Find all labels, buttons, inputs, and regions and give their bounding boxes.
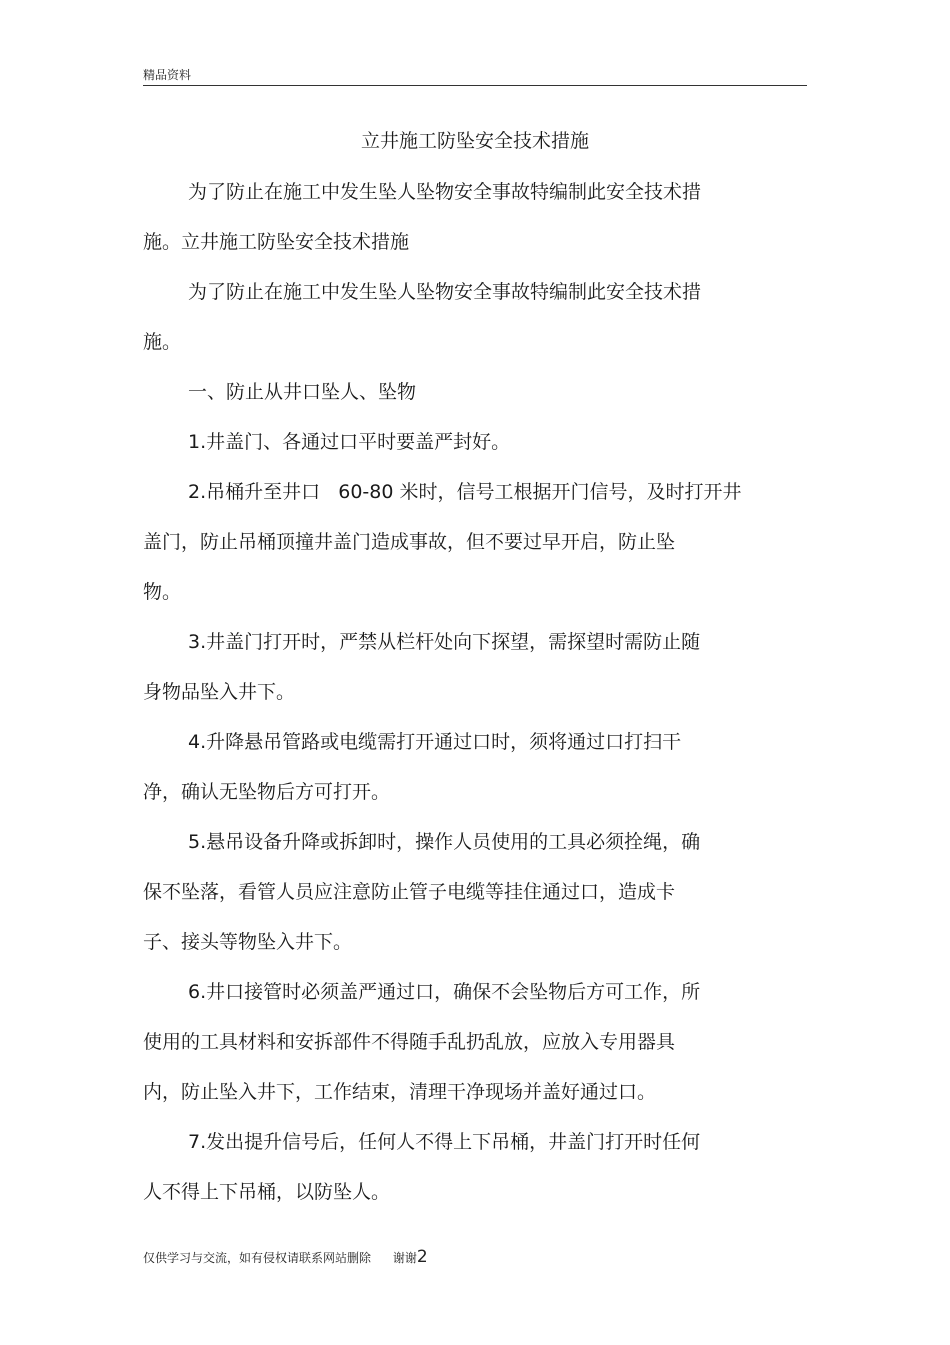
list-item: 4.升降悬吊管路或电缆需打开通过口时，须将通过口打扫干 — [188, 731, 682, 753]
list-item: 2.吊桶升至井口 60-80 米时，信号工根据开门信号，及时打开井 — [188, 481, 742, 503]
header-divider — [143, 85, 807, 86]
body-line: 净，确认无坠物后方可打开。 — [143, 781, 391, 803]
body-line: 为了防止在施工中发生坠人坠物安全事故特编制此安全技术措 — [188, 281, 702, 303]
document-title: 立井施工防坠安全技术措施 — [360, 130, 589, 152]
list-item: 7.发出提升信号后，任何人不得上下吊桶，井盖门打开时任何 — [188, 1131, 701, 1153]
body-line: 内，防止坠入井下，工作结束，清理干净现场并盖好通过口。 — [143, 1081, 657, 1103]
footer-thanks: 谢谢 — [392, 1251, 417, 1265]
body-line: 使用的工具材料和安拆部件不得随手乱扔乱放，应放入专用器具 — [143, 1031, 676, 1053]
body-line: 子、接头等物坠入井下。 — [143, 931, 353, 953]
section-heading: 一、防止从井口坠人、坠物 — [188, 381, 417, 403]
list-item: 6.井口接管时必须盖严通过口，确保不会坠物后方可工作，所 — [188, 981, 701, 1003]
body-line: 人不得上下吊桶，以防坠人。 — [143, 1181, 391, 1203]
list-item: 3.井盖门打开时，严禁从栏杆处向下探望，需探望时需防止随 — [188, 631, 701, 653]
page-footer — [143, 1248, 428, 1267]
list-item: 5.悬吊设备升降或拆卸时，操作人员使用的工具必须拴绳，确 — [188, 831, 701, 853]
header-label: 精品资料 — [143, 68, 192, 82]
list-item: 1.井盖门、各通过口平时要盖严封好。 — [188, 431, 511, 453]
body-line: 为了防止在施工中发生坠人坠物安全事故特编制此安全技术措 — [188, 181, 702, 203]
body-line: 保不坠落，看管人员应注意防止管子电缆等挂住通过口，造成卡 — [143, 881, 676, 903]
body-line: 盖门，防止吊桶顶撞井盖门造成事故，但不要过早开启，防止坠 — [143, 531, 676, 553]
body-line: 施。立井施工防坠安全技术措施 — [143, 231, 410, 253]
body-line: 物。 — [143, 581, 182, 603]
body-line: 施。 — [143, 331, 182, 353]
body-line: 身物品坠入井下。 — [143, 681, 296, 703]
footer-notice: 仅供学习与交流，如有侵权请联系网站删除 — [143, 1251, 372, 1265]
page-number: 2 — [416, 1247, 428, 1267]
